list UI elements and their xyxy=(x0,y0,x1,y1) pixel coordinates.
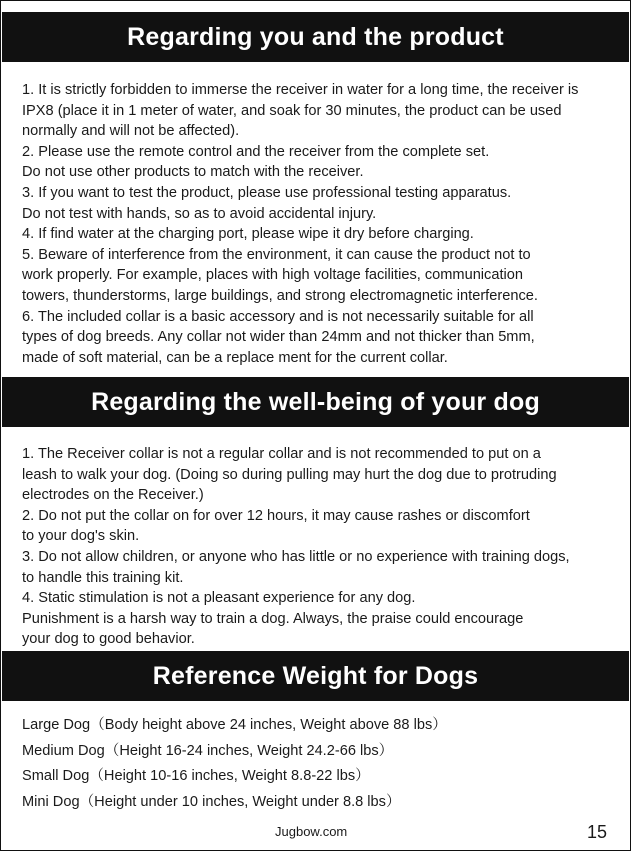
text-line: work properly. For example, places with high voltage facilities, communication xyxy=(22,267,523,284)
page-number: 15 xyxy=(587,822,608,842)
text-line: leash to walk your dog. (Doing so during pulling may hurt the dog due to protruding xyxy=(22,466,557,483)
text-line: 3. Do not allow children, or anyone who has little or no experience with training dogs, xyxy=(22,548,570,565)
list-item: Large Dog（Body height above 24 inches, Weight above 88 lbs） xyxy=(22,717,447,733)
list-item: Mini Dog（Height under 10 inches, Weight under 8.8 lbs） xyxy=(22,793,401,810)
list-item: Medium Dog（Height 16-24 inches, Weight 24.2-66 lbs） xyxy=(22,742,394,759)
section-heading-product: Regarding you and the product xyxy=(2,12,629,62)
list-item: Small Dog（Height 10-16 inches, Weight 8.8-22 lbs） xyxy=(22,768,370,784)
text-line: types of dog breeds. Any collar not wider than 24mm and not thicker than 5mm, xyxy=(22,329,535,346)
text-line: 4. If find water at the charging port, please wipe it dry before charging. xyxy=(22,226,474,243)
section-heading-reference-weight: Reference Weight for Dogs xyxy=(2,651,629,701)
text-line: normally and will not be affected). xyxy=(22,123,240,140)
text-line: to your dog's skin. xyxy=(22,528,140,545)
text-line: 1. The Receiver collar is not a regular collar and is not recommended to put on a xyxy=(22,446,541,462)
text-line: your dog to good behavior. xyxy=(22,631,195,648)
text-line: 4. Static stimulation is not a pleasant experience for any dog. xyxy=(22,590,416,607)
text-line: towers, thunderstorms, large buildings, and strong electromagnetic interference. xyxy=(22,287,538,304)
section-heading-dog-wellbeing: Regarding the well-being of your dog xyxy=(2,377,629,427)
text-line: 2. Do not put the collar on for over 12 hours, it may cause rashes or discomfort xyxy=(22,507,530,524)
text-line: 1. It is strictly forbidden to immerse the receiver in water for a long time, the receiver is xyxy=(22,82,579,98)
text-line: Punishment is a harsh way to train a dog. Always, the praise could encourage xyxy=(22,610,524,627)
text-line: 5. Beware of interference from the environment, it can cause the product not to xyxy=(22,246,531,263)
footer-website: Jugbow.com xyxy=(275,824,348,839)
text-line: IPX8 (place it in 1 meter of water, and soak for 30 minutes, the product can be used xyxy=(22,102,562,119)
text-line: electrodes on the Receiver.) xyxy=(22,487,204,504)
text-line: 3. If you want to test the product, please use professional testing apparatus. xyxy=(22,184,512,201)
text-line: to handle this training kit. xyxy=(22,569,184,586)
text-line: Do not test with hands, so as to avoid accidental injury. xyxy=(22,205,377,222)
reference-weight-list xyxy=(22,713,622,815)
text-line: Do not use other products to match with the receiver. xyxy=(22,164,364,181)
text-line: made of soft material, can be a replace ment for the current collar. xyxy=(22,349,448,366)
text-line: 6. The included collar is a basic accessory and is not necessarily suitable for all xyxy=(22,308,534,325)
product-safety-text xyxy=(22,80,622,368)
dog-wellbeing-text xyxy=(22,444,622,650)
text-line: 2. Please use the remote control and the receiver from the complete set. xyxy=(22,143,490,160)
